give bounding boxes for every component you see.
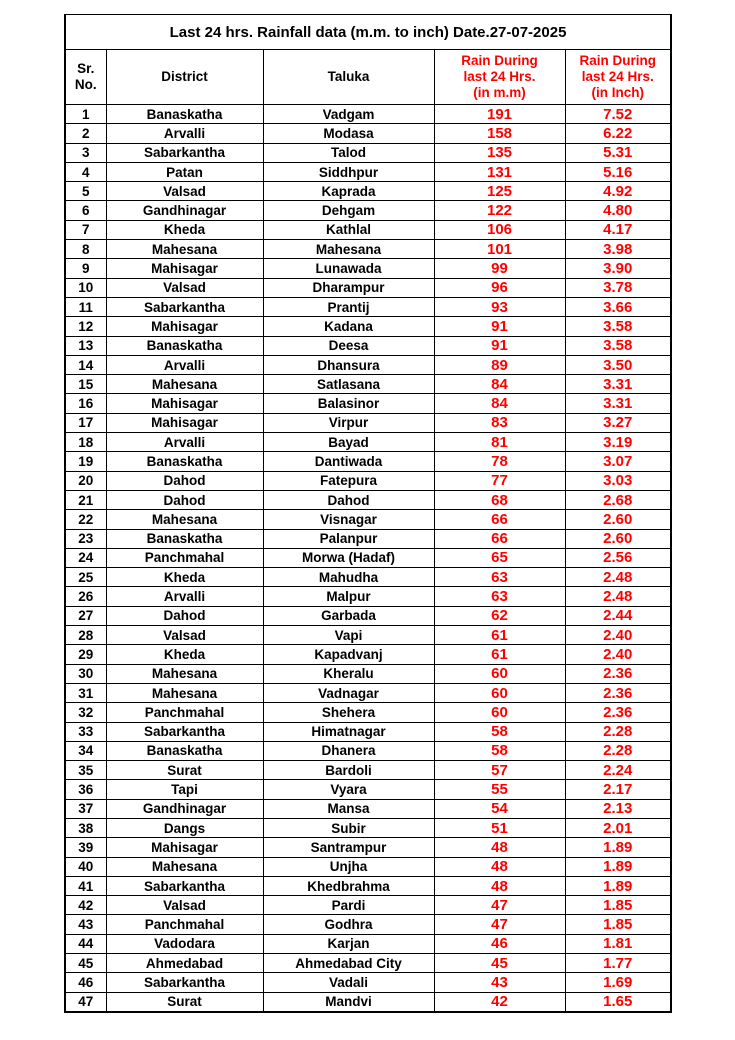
cell-sr-no: 4: [65, 162, 106, 181]
cell-sr-no: 14: [65, 355, 106, 374]
cell-taluka: Modasa: [263, 124, 434, 143]
cell-rain-inch: 1.65: [565, 992, 671, 1012]
cell-district: Mahesana: [106, 375, 263, 394]
cell-rain-inch: 2.13: [565, 799, 671, 818]
cell-rain-inch: 5.31: [565, 143, 671, 162]
cell-taluka: Vadali: [263, 973, 434, 992]
cell-rain-mm: 81: [434, 433, 565, 452]
table-row: [65, 741, 671, 760]
table-row: [65, 722, 671, 741]
cell-sr-no: 11: [65, 297, 106, 316]
cell-district: Banaskatha: [106, 336, 263, 355]
table-row: [65, 124, 671, 143]
cell-rain-mm: 47: [434, 915, 565, 934]
cell-rain-mm: 60: [434, 683, 565, 702]
cell-rain-mm: 65: [434, 548, 565, 567]
cell-rain-mm: 58: [434, 741, 565, 760]
cell-rain-inch: 1.85: [565, 896, 671, 915]
cell-rain-inch: 1.89: [565, 838, 671, 857]
cell-rain-inch: 2.28: [565, 722, 671, 741]
cell-rain-mm: 66: [434, 529, 565, 548]
table-row: [65, 413, 671, 432]
table-row: [65, 799, 671, 818]
cell-taluka: Subir: [263, 818, 434, 837]
cell-taluka: Kathlal: [263, 220, 434, 239]
cell-taluka: Kapadvanj: [263, 645, 434, 664]
cell-district: Dahod: [106, 490, 263, 509]
table-row: [65, 278, 671, 297]
cell-rain-mm: 99: [434, 259, 565, 278]
cell-sr-no: 26: [65, 587, 106, 606]
cell-rain-mm: 89: [434, 355, 565, 374]
cell-district: Surat: [106, 992, 263, 1012]
table-row: [65, 934, 671, 953]
table-row: [65, 355, 671, 374]
cell-taluka: Vadgam: [263, 105, 434, 124]
cell-rain-inch: 5.16: [565, 162, 671, 181]
cell-rain-mm: 46: [434, 934, 565, 953]
cell-rain-inch: 1.89: [565, 876, 671, 895]
cell-sr-no: 9: [65, 259, 106, 278]
cell-sr-no: 34: [65, 741, 106, 760]
cell-taluka: Bayad: [263, 433, 434, 452]
table-row: [65, 394, 671, 413]
cell-district: Banaskatha: [106, 741, 263, 760]
table-row: [65, 201, 671, 220]
table-row: [65, 490, 671, 509]
cell-taluka: Prantij: [263, 297, 434, 316]
table-row: [65, 336, 671, 355]
rainfall-table: [64, 14, 672, 1013]
cell-taluka: Vyara: [263, 780, 434, 799]
cell-sr-no: 44: [65, 934, 106, 953]
cell-sr-no: 41: [65, 876, 106, 895]
cell-taluka: Mansa: [263, 799, 434, 818]
table-row: [65, 297, 671, 316]
header-taluka: Taluka: [263, 50, 434, 105]
cell-district: Sabarkantha: [106, 143, 263, 162]
cell-district: Banaskatha: [106, 452, 263, 471]
table-row: [65, 954, 671, 973]
cell-rain-inch: 2.60: [565, 529, 671, 548]
cell-district: Mahesana: [106, 683, 263, 702]
cell-sr-no: 18: [65, 433, 106, 452]
cell-taluka: Talod: [263, 143, 434, 162]
cell-rain-inch: 2.60: [565, 510, 671, 529]
cell-rain-mm: 83: [434, 413, 565, 432]
cell-district: Valsad: [106, 278, 263, 297]
cell-district: Sabarkantha: [106, 876, 263, 895]
table-row: [65, 105, 671, 124]
cell-rain-inch: 3.31: [565, 375, 671, 394]
table-row: [65, 683, 671, 702]
cell-sr-no: 2: [65, 124, 106, 143]
cell-taluka: Deesa: [263, 336, 434, 355]
cell-sr-no: 13: [65, 336, 106, 355]
cell-rain-mm: 84: [434, 375, 565, 394]
cell-rain-mm: 125: [434, 182, 565, 201]
cell-rain-mm: 42: [434, 992, 565, 1012]
cell-rain-inch: 1.85: [565, 915, 671, 934]
cell-taluka: Vadnagar: [263, 683, 434, 702]
header-row: [65, 50, 671, 105]
cell-taluka: Karjan: [263, 934, 434, 953]
cell-district: Dangs: [106, 818, 263, 837]
cell-district: Dahod: [106, 471, 263, 490]
cell-rain-inch: 2.36: [565, 683, 671, 702]
cell-taluka: Vapi: [263, 626, 434, 645]
cell-rain-mm: 66: [434, 510, 565, 529]
table-body: [65, 105, 671, 1012]
cell-rain-inch: 2.01: [565, 818, 671, 837]
cell-rain-inch: 6.22: [565, 124, 671, 143]
table-row: [65, 587, 671, 606]
cell-rain-inch: 1.77: [565, 954, 671, 973]
table-row: [65, 818, 671, 837]
cell-taluka: Morwa (Hadaf): [263, 548, 434, 567]
cell-rain-inch: 3.03: [565, 471, 671, 490]
cell-rain-mm: 93: [434, 297, 565, 316]
cell-rain-mm: 51: [434, 818, 565, 837]
cell-taluka: Shehera: [263, 703, 434, 722]
cell-rain-inch: 4.80: [565, 201, 671, 220]
cell-sr-no: 42: [65, 896, 106, 915]
cell-district: Tapi: [106, 780, 263, 799]
cell-rain-inch: 3.50: [565, 355, 671, 374]
cell-sr-no: 38: [65, 818, 106, 837]
cell-rain-inch: 3.78: [565, 278, 671, 297]
cell-rain-inch: 2.36: [565, 703, 671, 722]
cell-rain-inch: 2.48: [565, 568, 671, 587]
cell-rain-mm: 58: [434, 722, 565, 741]
cell-rain-mm: 54: [434, 799, 565, 818]
cell-district: Arvalli: [106, 355, 263, 374]
cell-sr-no: 30: [65, 664, 106, 683]
cell-rain-mm: 122: [434, 201, 565, 220]
cell-sr-no: 20: [65, 471, 106, 490]
table-row: [65, 896, 671, 915]
cell-rain-inch: 2.40: [565, 626, 671, 645]
cell-rain-inch: 3.98: [565, 240, 671, 259]
cell-rain-inch: 3.66: [565, 297, 671, 316]
cell-rain-mm: 96: [434, 278, 565, 297]
table-row: [65, 220, 671, 239]
cell-taluka: Virpur: [263, 413, 434, 432]
table-row: [65, 510, 671, 529]
table-row: [65, 259, 671, 278]
cell-district: Patan: [106, 162, 263, 181]
table-row: [65, 317, 671, 336]
cell-district: Mahisagar: [106, 394, 263, 413]
cell-sr-no: 47: [65, 992, 106, 1012]
cell-taluka: Satlasana: [263, 375, 434, 394]
cell-taluka: Garbada: [263, 606, 434, 625]
cell-rain-mm: 78: [434, 452, 565, 471]
cell-rain-inch: 3.27: [565, 413, 671, 432]
cell-sr-no: 6: [65, 201, 106, 220]
cell-taluka: Bardoli: [263, 761, 434, 780]
cell-rain-mm: 48: [434, 876, 565, 895]
cell-sr-no: 23: [65, 529, 106, 548]
cell-district: Gandhinagar: [106, 201, 263, 220]
cell-rain-mm: 106: [434, 220, 565, 239]
cell-taluka: Unjha: [263, 857, 434, 876]
cell-rain-mm: 131: [434, 162, 565, 181]
cell-sr-no: 45: [65, 954, 106, 973]
cell-district: Valsad: [106, 896, 263, 915]
cell-taluka: Lunawada: [263, 259, 434, 278]
cell-rain-inch: 3.58: [565, 317, 671, 336]
cell-rain-inch: 1.81: [565, 934, 671, 953]
cell-rain-mm: 48: [434, 857, 565, 876]
cell-rain-inch: 1.89: [565, 857, 671, 876]
cell-rain-mm: 62: [434, 606, 565, 625]
cell-taluka: Dantiwada: [263, 452, 434, 471]
cell-taluka: Mandvi: [263, 992, 434, 1012]
cell-rain-mm: 60: [434, 664, 565, 683]
cell-sr-no: 7: [65, 220, 106, 239]
cell-district: Mahesana: [106, 664, 263, 683]
cell-taluka: Palanpur: [263, 529, 434, 548]
table-row: [65, 471, 671, 490]
cell-district: Panchmahal: [106, 915, 263, 934]
cell-taluka: Godhra: [263, 915, 434, 934]
cell-sr-no: 22: [65, 510, 106, 529]
cell-sr-no: 19: [65, 452, 106, 471]
cell-district: Sabarkantha: [106, 973, 263, 992]
cell-district: Banaskatha: [106, 105, 263, 124]
cell-district: Sabarkantha: [106, 722, 263, 741]
header-district: District: [106, 50, 263, 105]
cell-sr-no: 17: [65, 413, 106, 432]
cell-sr-no: 46: [65, 973, 106, 992]
table-row: [65, 645, 671, 664]
cell-sr-no: 21: [65, 490, 106, 509]
header-rain-inch: Rain During last 24 Hrs. (in Inch): [565, 50, 671, 105]
cell-sr-no: 33: [65, 722, 106, 741]
cell-district: Dahod: [106, 606, 263, 625]
cell-taluka: Santrampur: [263, 838, 434, 857]
cell-sr-no: 3: [65, 143, 106, 162]
cell-rain-mm: 101: [434, 240, 565, 259]
cell-sr-no: 39: [65, 838, 106, 857]
cell-taluka: Fatepura: [263, 471, 434, 490]
table-row: [65, 626, 671, 645]
cell-rain-inch: 2.36: [565, 664, 671, 683]
cell-taluka: Dehgam: [263, 201, 434, 220]
cell-rain-mm: 63: [434, 568, 565, 587]
table-row: [65, 876, 671, 895]
cell-rain-inch: 3.58: [565, 336, 671, 355]
cell-taluka: Dhanera: [263, 741, 434, 760]
cell-district: Mahesana: [106, 510, 263, 529]
cell-taluka: Kadana: [263, 317, 434, 336]
cell-rain-inch: 2.56: [565, 548, 671, 567]
cell-rain-mm: 47: [434, 896, 565, 915]
cell-district: Kheda: [106, 568, 263, 587]
cell-sr-no: 10: [65, 278, 106, 297]
cell-rain-inch: 2.68: [565, 490, 671, 509]
table-row: [65, 568, 671, 587]
cell-district: Vadodara: [106, 934, 263, 953]
table-row: [65, 857, 671, 876]
cell-rain-inch: 3.19: [565, 433, 671, 452]
cell-rain-mm: 60: [434, 703, 565, 722]
cell-taluka: Mahudha: [263, 568, 434, 587]
table-row: [65, 433, 671, 452]
table-row: [65, 761, 671, 780]
cell-taluka: Dahod: [263, 490, 434, 509]
cell-rain-inch: 2.28: [565, 741, 671, 760]
cell-rain-mm: 84: [434, 394, 565, 413]
cell-rain-inch: 7.52: [565, 105, 671, 124]
cell-district: Valsad: [106, 626, 263, 645]
table-row: [65, 143, 671, 162]
cell-district: Banaskatha: [106, 529, 263, 548]
cell-district: Sabarkantha: [106, 297, 263, 316]
cell-sr-no: 31: [65, 683, 106, 702]
cell-district: Kheda: [106, 645, 263, 664]
cell-rain-mm: 45: [434, 954, 565, 973]
cell-rain-mm: 57: [434, 761, 565, 780]
cell-rain-inch: 1.69: [565, 973, 671, 992]
table-row: [65, 703, 671, 722]
cell-sr-no: 36: [65, 780, 106, 799]
cell-district: Mahesana: [106, 857, 263, 876]
cell-sr-no: 8: [65, 240, 106, 259]
cell-rain-mm: 158: [434, 124, 565, 143]
table-title: Last 24 hrs. Rainfall data (m.m. to inch) Date.27-07-2025: [65, 15, 671, 50]
cell-sr-no: 15: [65, 375, 106, 394]
cell-sr-no: 5: [65, 182, 106, 201]
cell-district: Mahisagar: [106, 413, 263, 432]
cell-rain-inch: 3.07: [565, 452, 671, 471]
table-row: [65, 780, 671, 799]
header-rain-mm: Rain During last 24 Hrs. (in m.m): [434, 50, 565, 105]
cell-district: Mahisagar: [106, 259, 263, 278]
cell-rain-mm: 61: [434, 626, 565, 645]
cell-taluka: Khedbrahma: [263, 876, 434, 895]
table-row: [65, 375, 671, 394]
table-row: [65, 548, 671, 567]
table-row: [65, 915, 671, 934]
cell-taluka: Balasinor: [263, 394, 434, 413]
cell-rain-inch: 3.90: [565, 259, 671, 278]
cell-district: Mahisagar: [106, 838, 263, 857]
table-row: [65, 973, 671, 992]
cell-taluka: Siddhpur: [263, 162, 434, 181]
cell-district: Arvalli: [106, 124, 263, 143]
cell-district: Mahesana: [106, 240, 263, 259]
cell-rain-inch: 2.17: [565, 780, 671, 799]
cell-sr-no: 29: [65, 645, 106, 664]
cell-rain-mm: 191: [434, 105, 565, 124]
cell-sr-no: 24: [65, 548, 106, 567]
cell-district: Ahmedabad: [106, 954, 263, 973]
cell-sr-no: 28: [65, 626, 106, 645]
cell-sr-no: 12: [65, 317, 106, 336]
table-row: [65, 240, 671, 259]
cell-rain-mm: 43: [434, 973, 565, 992]
cell-taluka: Pardi: [263, 896, 434, 915]
table-row: [65, 838, 671, 857]
table-row: [65, 162, 671, 181]
cell-taluka: Mahesana: [263, 240, 434, 259]
cell-rain-mm: 68: [434, 490, 565, 509]
cell-district: Valsad: [106, 182, 263, 201]
header-sr-no: Sr. No.: [65, 50, 106, 105]
cell-sr-no: 43: [65, 915, 106, 934]
cell-taluka: Kheralu: [263, 664, 434, 683]
table-row: [65, 606, 671, 625]
table-row: [65, 182, 671, 201]
cell-rain-mm: 55: [434, 780, 565, 799]
cell-sr-no: 37: [65, 799, 106, 818]
cell-rain-inch: 3.31: [565, 394, 671, 413]
cell-rain-inch: 2.40: [565, 645, 671, 664]
cell-taluka: Dharampur: [263, 278, 434, 297]
cell-rain-mm: 135: [434, 143, 565, 162]
rainfall-sheet: [64, 14, 670, 1013]
cell-taluka: Visnagar: [263, 510, 434, 529]
table-row: [65, 529, 671, 548]
cell-sr-no: 16: [65, 394, 106, 413]
cell-rain-mm: 63: [434, 587, 565, 606]
cell-rain-mm: 91: [434, 336, 565, 355]
cell-rain-mm: 61: [434, 645, 565, 664]
cell-rain-inch: 4.17: [565, 220, 671, 239]
cell-rain-inch: 2.48: [565, 587, 671, 606]
cell-district: Panchmahal: [106, 548, 263, 567]
cell-rain-mm: 91: [434, 317, 565, 336]
cell-taluka: Dhansura: [263, 355, 434, 374]
cell-sr-no: 1: [65, 105, 106, 124]
cell-sr-no: 32: [65, 703, 106, 722]
cell-district: Panchmahal: [106, 703, 263, 722]
cell-rain-inch: 2.24: [565, 761, 671, 780]
cell-rain-mm: 77: [434, 471, 565, 490]
cell-taluka: Ahmedabad City: [263, 954, 434, 973]
cell-taluka: Malpur: [263, 587, 434, 606]
cell-sr-no: 40: [65, 857, 106, 876]
cell-taluka: Himatnagar: [263, 722, 434, 741]
cell-district: Mahisagar: [106, 317, 263, 336]
cell-sr-no: 35: [65, 761, 106, 780]
cell-rain-inch: 4.92: [565, 182, 671, 201]
cell-rain-mm: 48: [434, 838, 565, 857]
cell-district: Surat: [106, 761, 263, 780]
table-row: [65, 452, 671, 471]
cell-district: Gandhinagar: [106, 799, 263, 818]
cell-sr-no: 25: [65, 568, 106, 587]
table-row: [65, 992, 671, 1012]
cell-rain-inch: 2.44: [565, 606, 671, 625]
cell-district: Kheda: [106, 220, 263, 239]
table-row: [65, 664, 671, 683]
cell-sr-no: 27: [65, 606, 106, 625]
cell-taluka: Kaprada: [263, 182, 434, 201]
cell-district: Arvalli: [106, 587, 263, 606]
cell-district: Arvalli: [106, 433, 263, 452]
